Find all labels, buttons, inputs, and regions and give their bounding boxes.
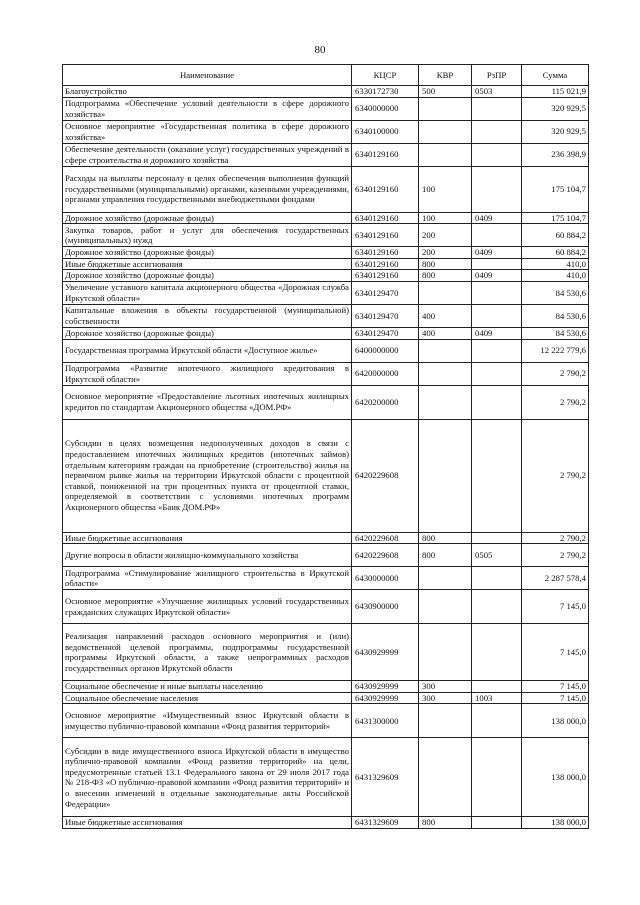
cell-kvr [419,362,472,385]
cell-rzpr: 0409 [472,212,522,224]
cell-kvr: 200 [419,247,472,259]
cell-kcsr: 6340129160 [352,224,419,247]
cell-kcsr: 6340129160 [352,270,419,282]
cell-kvr: 300 [419,692,472,704]
header-kvr: КВР [419,65,472,86]
cell-rzpr [472,738,522,817]
cell-sum: 84 530,6 [522,281,589,304]
cell-name: Другие вопросы в области жилищно-коммунального хозяйства [63,544,352,567]
table-row [63,339,589,362]
cell-kvr: 800 [419,258,472,270]
table-row [63,143,589,166]
cell-kvr [419,738,472,817]
cell-name: Иные бюджетные ассигнования [63,532,352,544]
cell-sum: 84 530,6 [522,304,589,327]
cell-kcsr: 6430929999 [352,624,419,681]
cell-sum: 320 929,5 [522,120,589,143]
cell-sum: 410,0 [522,258,589,270]
cell-kcsr: 6340129470 [352,281,419,304]
header-rzpr: РзПР [472,65,522,86]
cell-kcsr: 6330172730 [352,86,419,98]
page-number: 80 [314,44,326,56]
table-row [63,247,589,259]
cell-name: Государственная программа Иркутской области «Доступное жилье» [63,339,352,362]
cell-name: Иные бюджетные ассигнования [63,817,352,829]
header-kcsr: КЦСР [352,65,419,86]
cell-kvr: 800 [419,544,472,567]
table-row [63,385,589,419]
cell-kvr [419,281,472,304]
cell-name: Подпрограмма «Развитие ипотечного жилищного кредитования в Иркутской области» [63,362,352,385]
table-row [63,544,589,567]
table-row [63,212,589,224]
cell-kcsr: 6431329609 [352,738,419,817]
cell-rzpr [472,681,522,693]
cell-kcsr: 6431300000 [352,704,419,738]
cell-kvr: 100 [419,212,472,224]
table-row [63,738,589,817]
cell-kcsr: 6430929999 [352,692,419,704]
cell-sum: 175 104,7 [522,212,589,224]
cell-sum: 7 145,0 [522,692,589,704]
cell-kvr [419,120,472,143]
cell-kvr [419,385,472,419]
cell-name: Подпрограмма «Стимулирование жилищного строительства в Иркутской области» [63,567,352,590]
cell-name: Дорожное хозяйство (дорожные фонды) [63,247,352,259]
cell-sum: 2 790,2 [522,532,589,544]
table-row [63,817,589,829]
cell-kvr [419,339,472,362]
cell-sum: 138 000,0 [522,817,589,829]
cell-sum: 320 929,5 [522,97,589,120]
cell-rzpr [472,97,522,120]
cell-rzpr: 1003 [472,692,522,704]
cell-rzpr: 0409 [472,327,522,339]
cell-rzpr [472,166,522,212]
cell-kcsr: 6420000000 [352,362,419,385]
table-row [63,419,589,532]
table-row [63,681,589,693]
cell-rzpr [472,567,522,590]
cell-kvr: 800 [419,817,472,829]
cell-rzpr: 0505 [472,544,522,567]
cell-sum: 138 000,0 [522,704,589,738]
cell-name: Социальное обеспечение и иные выплаты населению [63,681,352,693]
cell-kcsr: 6420200000 [352,385,419,419]
cell-sum: 2 790,2 [522,385,589,419]
cell-kcsr: 6340129160 [352,166,419,212]
cell-kcsr: 6340129160 [352,247,419,259]
cell-kvr: 100 [419,166,472,212]
cell-sum: 84 530,6 [522,327,589,339]
cell-sum: 2 790,2 [522,544,589,567]
table-row [63,120,589,143]
cell-sum: 7 145,0 [522,590,589,624]
table-row [63,97,589,120]
cell-kcsr: 6420229608 [352,532,419,544]
cell-kvr [419,567,472,590]
table-row [63,704,589,738]
cell-kcsr: 6420229608 [352,544,419,567]
table-row [63,692,589,704]
cell-kvr [419,704,472,738]
cell-kvr: 500 [419,86,472,98]
cell-kvr: 800 [419,532,472,544]
cell-rzpr [472,339,522,362]
budget-table [62,64,589,829]
cell-kcsr: 6420229608 [352,419,419,532]
table-row [63,624,589,681]
cell-sum: 2 790,2 [522,362,589,385]
cell-kcsr: 6340129470 [352,304,419,327]
cell-kcsr: 6400000000 [352,339,419,362]
table-row [63,270,589,282]
table-row [63,590,589,624]
cell-sum: 60 884,2 [522,224,589,247]
table-row [63,86,589,98]
cell-kvr: 800 [419,270,472,282]
cell-rzpr [472,362,522,385]
cell-sum: 175 104,7 [522,166,589,212]
table-row [63,304,589,327]
cell-sum: 12 222 779,6 [522,339,589,362]
cell-name: Субсидии в целях возмещения недополученных доходов в связи с предоставлением ипотечных жилищных кредитов (ипотечных займов) отдельным категориям граждан на приобретение (строительство) жилья на первичном рынке жилья на территории Иркутской области с процентной ставкой, пониженной на три процентных пункта от процентной ставки, определяемой в соответствии с условиями ипотечных программ Акционерного общества «Банк ДОМ.РФ» [63,419,352,532]
cell-rzpr [472,590,522,624]
cell-name: Реализация направлений расходов основного мероприятия и (или) ведомственной целевой программы, подпрограммы государственной программы Иркутской области, а также непрограммных расходов государственных органов Иркутской области [63,624,352,681]
cell-kcsr: 6340129160 [352,143,419,166]
cell-kvr [419,624,472,681]
table-header-row [63,65,589,86]
cell-rzpr [472,281,522,304]
cell-rzpr [472,143,522,166]
cell-kcsr: 6340129160 [352,258,419,270]
cell-kvr: 400 [419,304,472,327]
cell-name: Социальное обеспечение населения [63,692,352,704]
cell-kvr [419,143,472,166]
cell-name: Дорожное хозяйство (дорожные фонды) [63,327,352,339]
cell-rzpr [472,120,522,143]
cell-name: Дорожное хозяйство (дорожные фонды) [63,270,352,282]
cell-rzpr [472,419,522,532]
cell-kcsr: 6430000000 [352,567,419,590]
cell-kvr: 400 [419,327,472,339]
cell-kcsr: 6430900000 [352,590,419,624]
cell-kcsr: 6340000000 [352,97,419,120]
header-sum: Сумма [522,65,589,86]
table-row [63,532,589,544]
table-row [63,567,589,590]
cell-rzpr: 0409 [472,247,522,259]
table-row [63,362,589,385]
cell-rzpr [472,385,522,419]
cell-kvr [419,419,472,532]
cell-name: Расходы на выплаты персоналу в целях обеспечения выполнения функций государственными (муниципальными) органами, казенными учреждениями, органами управления государственными внебюджетными фондами [63,166,352,212]
cell-kvr: 300 [419,681,472,693]
cell-name: Основное мероприятие «Предоставление льготных ипотечных жилищных кредитов по стандартам Акционерного общества «ДОМ.РФ» [63,385,352,419]
table-row [63,281,589,304]
cell-name: Основное мероприятие «Имущественный взнос Иркутской области в имущество публично-правовой компании «Фонд развития территорий» [63,704,352,738]
cell-name: Благоустройство [63,86,352,98]
cell-rzpr [472,258,522,270]
cell-sum: 2 790,2 [522,419,589,532]
cell-name: Иные бюджетные ассигнования [63,258,352,270]
cell-name: Основное мероприятие «Улучшение жилищных условий государственных гражданских служащих Иркутской области» [63,590,352,624]
cell-sum: 410,0 [522,270,589,282]
cell-kvr [419,590,472,624]
cell-rzpr [472,224,522,247]
cell-kcsr: 6430929999 [352,681,419,693]
cell-rzpr [472,704,522,738]
cell-sum: 115 021,9 [522,86,589,98]
cell-rzpr: 0409 [472,270,522,282]
table-row [63,327,589,339]
cell-kvr: 200 [419,224,472,247]
cell-name: Закупка товаров, работ и услуг для обеспечения государственных (муниципальных) нужд [63,224,352,247]
header-name: Наименование [63,65,352,86]
cell-rzpr: 0503 [472,86,522,98]
cell-sum: 2 287 578,4 [522,567,589,590]
cell-kvr [419,97,472,120]
cell-rzpr [472,817,522,829]
cell-kcsr: 6340129160 [352,212,419,224]
cell-sum: 138 000,0 [522,738,589,817]
cell-sum: 236 398,9 [522,143,589,166]
table-row [63,224,589,247]
cell-name: Дорожное хозяйство (дорожные фонды) [63,212,352,224]
table-row [63,258,589,270]
cell-rzpr [472,624,522,681]
table-row [63,166,589,212]
cell-rzpr [472,532,522,544]
cell-rzpr [472,304,522,327]
cell-name: Увеличение уставного капитала акционерного общества «Дорожная служба Иркутской области» [63,281,352,304]
cell-sum: 60 884,2 [522,247,589,259]
cell-name: Субсидии в виде имущественного взноса Иркутской области в имущество публично-правовой компании «Фонд развития территорий» на цели, предусмотренные статьей 13.1 Федерального закона от 29 июля 2017 года № 218-ФЗ «О публично-правовой компании «Фонд развития территорий» и о внесении изменений в отдельные законодательные акты Российской Федерации» [63,738,352,817]
cell-kcsr: 6340129470 [352,327,419,339]
cell-name: Обеспечение деятельности (оказание услуг) государственных учреждений в сфере строительства и дорожного хозяйства [63,143,352,166]
cell-sum: 7 145,0 [522,624,589,681]
cell-sum: 7 145,0 [522,681,589,693]
cell-kcsr: 6431329609 [352,817,419,829]
cell-name: Основное мероприятие «Государственная политика в сфере дорожного хозяйства» [63,120,352,143]
cell-name: Подпрограмма «Обеспечение условий деятельности в сфере дорожного хозяйства» [63,97,352,120]
cell-kcsr: 6340100000 [352,120,419,143]
cell-name: Капитальные вложения в объекты государственной (муниципальной) собственности [63,304,352,327]
